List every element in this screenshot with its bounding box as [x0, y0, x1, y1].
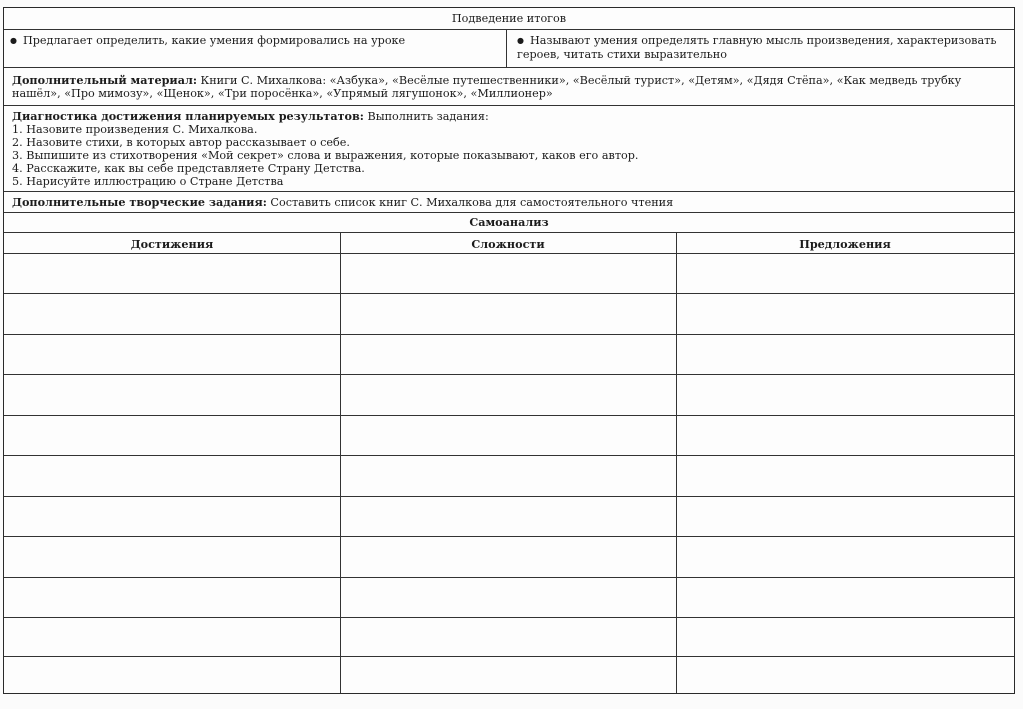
list-item: 4. Расскажите, как вы себе представляете Страну Детства.	[12, 162, 365, 175]
list-item: 5. Нарисуйте иллюстрацию о Стране Детства	[12, 175, 284, 188]
creative-block	[4, 192, 1014, 209]
grid-line	[4, 293, 1014, 294]
grid-line	[4, 496, 1014, 497]
self-analysis-title: Самоанализ	[469, 215, 549, 229]
list-item: 3. Выпишите из стихотворения «Мой секрет» слова и выражения, которые показывают, каков его автор.	[12, 149, 639, 162]
grid-line	[4, 617, 1014, 618]
diagnostics-label: Диагностика достижения планируемых результатов:	[12, 109, 364, 123]
creative-row	[4, 192, 1014, 213]
creative-label: Дополнительные творческие задания:	[12, 195, 267, 209]
grid-line	[4, 334, 1014, 335]
column-header-achievements: Достижения	[130, 237, 214, 251]
column-divider	[676, 233, 677, 693]
additional-material-text: Книги С. Михалкова: «Азбука», «Весёлые путешественники», «Весёлый турист», «Детям», «Дядя Стёпа», «Как медведь трубку нашёл», «Про мимозу», «Щенок», «Три поросёнка», «Упрямый лягушонок», «Миллионер»	[12, 74, 962, 100]
column-divider	[340, 233, 341, 693]
diagnostics-block	[4, 106, 1014, 188]
additional-material-row	[4, 68, 1014, 106]
diagnostics-row	[4, 106, 1014, 192]
lesson-table	[3, 7, 1015, 694]
summary-teacher-text: ● Предлагает определить, какие умения формировались на уроке	[10, 34, 500, 48]
summary-row	[4, 30, 1014, 68]
summary-title-row	[4, 8, 1014, 30]
column-header-difficulties: Сложности	[471, 237, 545, 251]
self-analysis-header-row	[4, 233, 1014, 254]
diagnostics-intro: Выполнить задания:	[367, 110, 489, 123]
additional-material-label: Дополнительный материал:	[12, 73, 197, 87]
grid-line	[4, 656, 1014, 657]
list-item: 1. Назовите произведения С. Михалкова.	[12, 123, 258, 136]
summary-teacher-cell	[4, 30, 507, 67]
grid-line	[4, 415, 1014, 416]
additional-material-block	[4, 68, 1014, 100]
grid-line	[4, 374, 1014, 375]
summary-title: Подведение итогов	[451, 12, 567, 25]
self-analysis-title-row	[4, 213, 1014, 233]
grid-line	[4, 455, 1014, 456]
column-header-suggestions: Предложения	[799, 237, 891, 251]
diagnostics-list	[12, 123, 1006, 188]
summary-students-cell	[507, 30, 1014, 67]
grid-line	[4, 577, 1014, 578]
creative-text: Составить список книг С. Михалкова для самостоятельного чтения	[270, 196, 674, 209]
grid-line	[4, 536, 1014, 537]
summary-students-text: ● Называют умения определять главную мысль произведения, характеризовать героев, читать стихи выразительно	[517, 34, 1006, 61]
list-item: 2. Назовите стихи, в которых автор рассказывает о себе.	[12, 136, 350, 149]
